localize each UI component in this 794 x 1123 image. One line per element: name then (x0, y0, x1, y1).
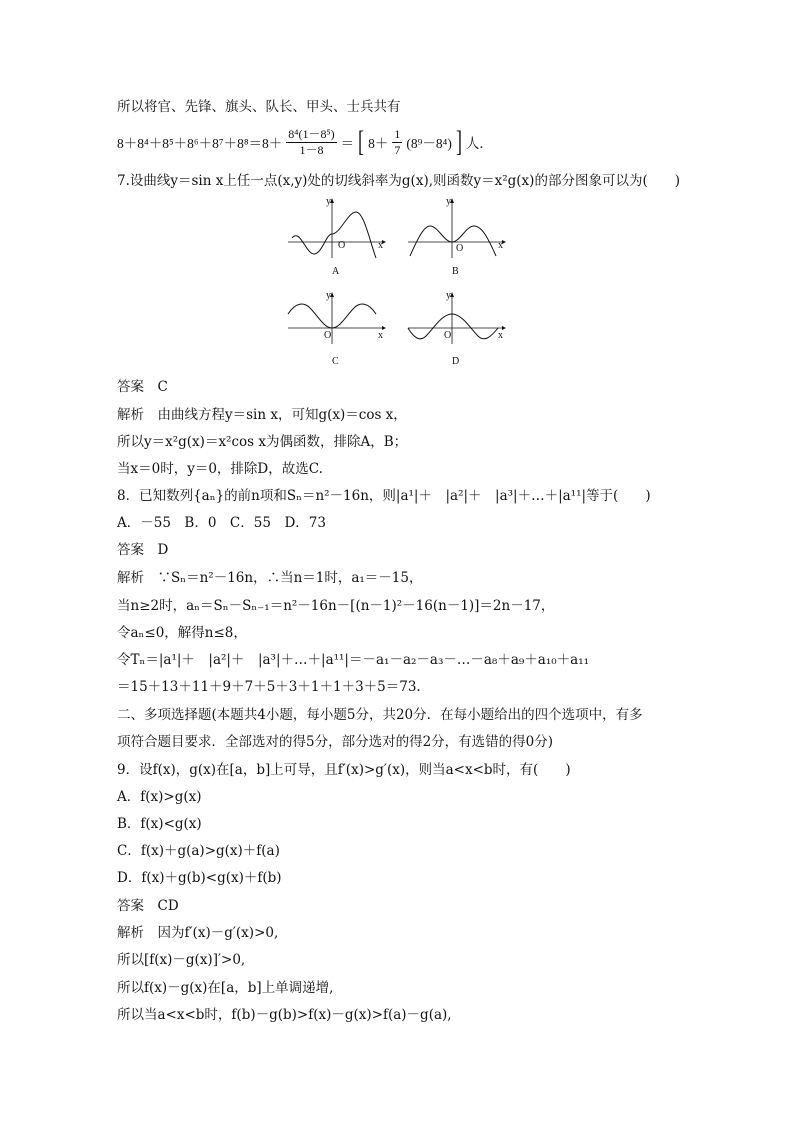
solution-line: 当x＝0时，y＝0，排除D，故选C. (117, 461, 323, 477)
formula-equals: ＝ (340, 136, 355, 151)
option-d: D．f(x)＋g(b)<g(x)＋f(b) (117, 870, 282, 886)
origin-label: O (456, 243, 464, 254)
section-heading: 二、多项选择题(本题共4小题，每小题5分，共20分．在每小题给出的四个选项中，有多 (117, 707, 643, 723)
solution-line: 解析 因为f′(x)－g′(x)>0, (117, 925, 279, 941)
graph-d (406, 290, 506, 367)
y-axis-label: y (446, 290, 451, 301)
graph-c (286, 290, 386, 367)
x-axis-label: x (498, 330, 503, 341)
solution-line: 所以当a<x<b时，f(b)－g(b)>f(x)－g(x)>f(a)－g(a), (117, 1007, 452, 1023)
formula-inner-b: (8⁹－8⁴) (406, 136, 452, 151)
solution-line: 解析 由曲线方程y＝sin x，可知g(x)＝cos x， (117, 407, 407, 423)
graph-label-b: B (452, 266, 459, 277)
inner-denominator: 7 (394, 142, 401, 157)
graph-label-d: D (452, 356, 460, 367)
solution-line: 令Tₙ＝|a¹|＋ |a²|＋ |a³|＋…＋|a¹¹|＝－a₁－a₂－a₃－…－a₈＋a₉＋a₁₀＋a₁₁ (117, 652, 590, 668)
solution-line: 所以[f(x)－g(x)]′>0, (117, 952, 246, 968)
origin-label: O (338, 240, 346, 251)
solution-line: 令aₙ≤0，解得n≤8， (117, 625, 247, 641)
graph-label-c: C (332, 356, 339, 367)
graph-b (406, 196, 506, 277)
solution-line: ＝15＋13＋11＋9＋7＋5＋3＋1＋1＋3＋5＝73. (117, 679, 421, 695)
y-axis-label: y (326, 196, 331, 207)
x-axis-label: x (378, 240, 383, 251)
formula-inner-a: 8＋ (368, 136, 389, 151)
y-axis-label: y (446, 196, 451, 207)
answer-7: 答案 C (117, 379, 168, 395)
question-8: 8．已知数列{aₙ}的前n项和Sₙ＝n²－16n，则|a¹|＋ |a²|＋ |a³|＋…＋|a¹¹|等于( ) (117, 488, 651, 504)
answer-8: 答案 D (117, 542, 169, 558)
question-8-options: A．－55 B．0 C．55 D．73 (117, 515, 326, 531)
formula-inner-fraction (392, 127, 402, 158)
sum-formula (117, 120, 493, 164)
option-c: C．f(x)＋g(a)>g(x)＋f(a) (117, 843, 280, 859)
inner-numerator: 1 (394, 126, 401, 141)
section-heading-cont: 项符合题目要求．全部选对的得5分，部分选对的得2分，有选错的得0分) (117, 734, 554, 750)
solution-line: 所以y＝x²g(x)＝x²cos x为偶函数，排除A，B； (117, 434, 408, 450)
fraction-numerator: 8⁴(1－8⁵) (288, 126, 335, 141)
text-line: 所以将官、先锋、旗头、队长、甲头、士兵共有 (117, 99, 401, 115)
formula-left: 8＋8⁴＋8⁵＋8⁶＋8⁷＋8⁸＝8＋ (117, 136, 283, 151)
formula-end: 人． (465, 136, 493, 151)
left-bracket: [ (358, 125, 365, 158)
fraction-denominator: 1－8 (299, 142, 324, 157)
question-9: 9．设f(x)，g(x)在[a，b]上可导，且f′(x)>g′(x)，则当a<x<b时，有( ) (117, 762, 571, 778)
graph-label-a: A (332, 266, 340, 277)
option-a: A．f(x)>g(x) (117, 789, 202, 805)
graph-a (286, 196, 386, 277)
right-bracket: ] (455, 125, 462, 158)
answer-9: 答案 CD (117, 898, 179, 914)
formula-fraction (286, 127, 336, 158)
y-axis-label: y (326, 290, 331, 301)
solution-line: 所以f(x)－g(x)在[a，b]上单调递增, (117, 980, 334, 996)
origin-label: O (444, 330, 452, 341)
solution-line: 解析 ∵Sₙ＝n²－16n，∴当n＝1时，a₁＝－15， (117, 570, 423, 586)
origin-label: O (324, 330, 332, 341)
x-axis-label: x (498, 240, 503, 251)
option-b: B．f(x)<g(x) (117, 816, 202, 832)
question-7: 7.设曲线y＝sin x上任一点(x,y)处的切线斜率为g(x),则函数y＝x²g(x)的部分图象可以为( ) (117, 173, 680, 189)
solution-line: 当n≥2时，aₙ＝Sₙ－Sₙ₋₁＝n²－16n－[(n－1)²－16(n－1)]＝2n－17， (117, 598, 555, 614)
x-axis-label: x (378, 330, 383, 341)
